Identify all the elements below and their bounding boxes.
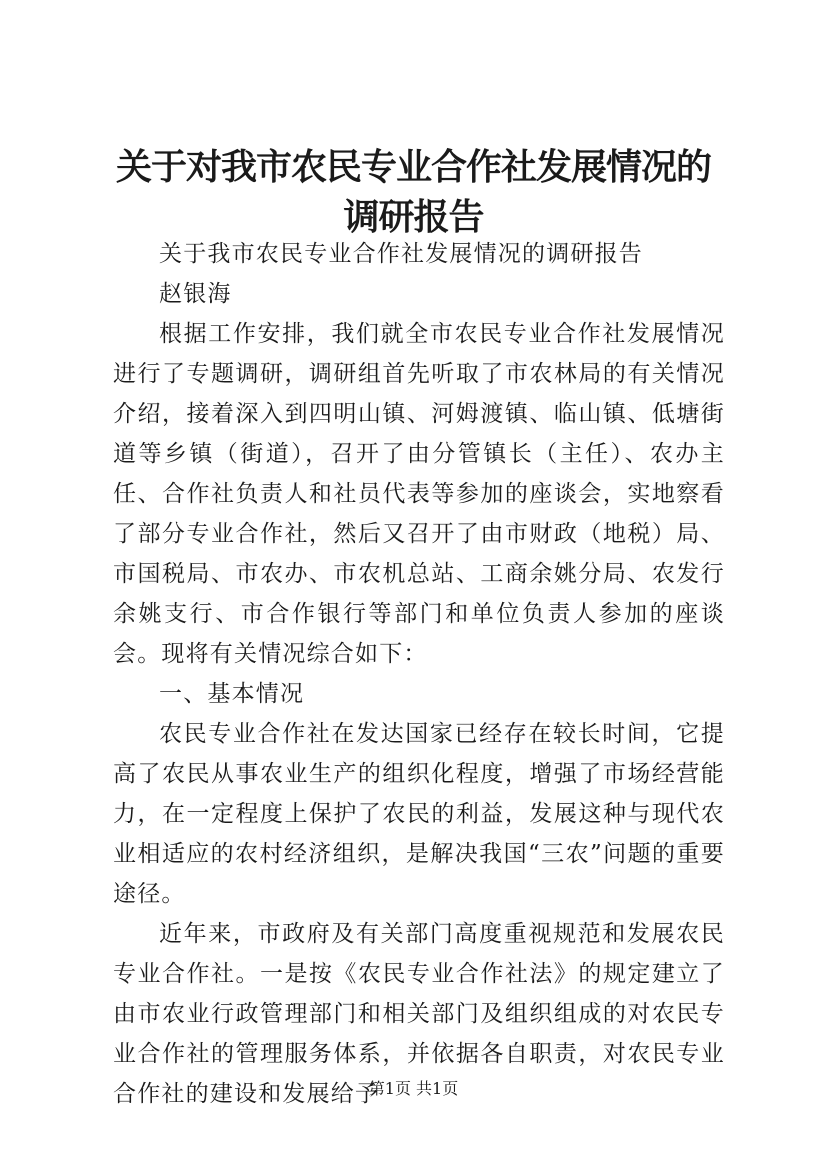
section-heading: 一、基本情况 — [159, 681, 305, 707]
author-paragraph: 赵银海 — [159, 281, 232, 307]
document-title: 关于对我市农民专业合作社发展情况的调研报告 — [115, 146, 711, 238]
page-footer: 第1页 共1页 — [368, 1079, 459, 1098]
intro-paragraph: 根据工作安排，我们就全市农民专业合作社发展情况进行了专题调研，调研组首先听取了市农林局的有关情况介绍，接着深入到四明山镇、河姆渡镇、临山镇、低塘街道等乡镇（街道），召开了由分管镇长（主任）、农办主任、合作社负责人和社员代表等参加的座谈会，实地察看了部分专业合作社，然后又召开了由市财政（地税）局、市国税局、市农办、市农机总站、工商余姚分局、农发行余姚支行、市合作银行等部门和单位负责人参加的座谈会。现将有关情况综合如下： — [113, 321, 725, 667]
body-paragraph: 农民专业合作社在发达国家已经存在较长时间，它提高了农民从事农业生产的组织化程度，增强了市场经营能力，在一定程度上保护了农民的利益，发展这种与现代农业相适应的农村经济组织，是解决我国“三农”问题的重要途径。 — [113, 721, 725, 907]
body-paragraph: 近年来，市政府及有关部门高度重视规范和发展农民专业合作社。一是按《农民专业合作社法》的规定建立了由市农业行政管理部门和相关部门及组织组成的对农民专业合作社的管理服务体系，并依据各自职责，对农民专业合作社的建设和发展给予 — [113, 921, 725, 1107]
document-body — [113, 234, 725, 1114]
subtitle-paragraph: 关于我市农民专业合作社发展情况的调研报告 — [159, 241, 643, 267]
